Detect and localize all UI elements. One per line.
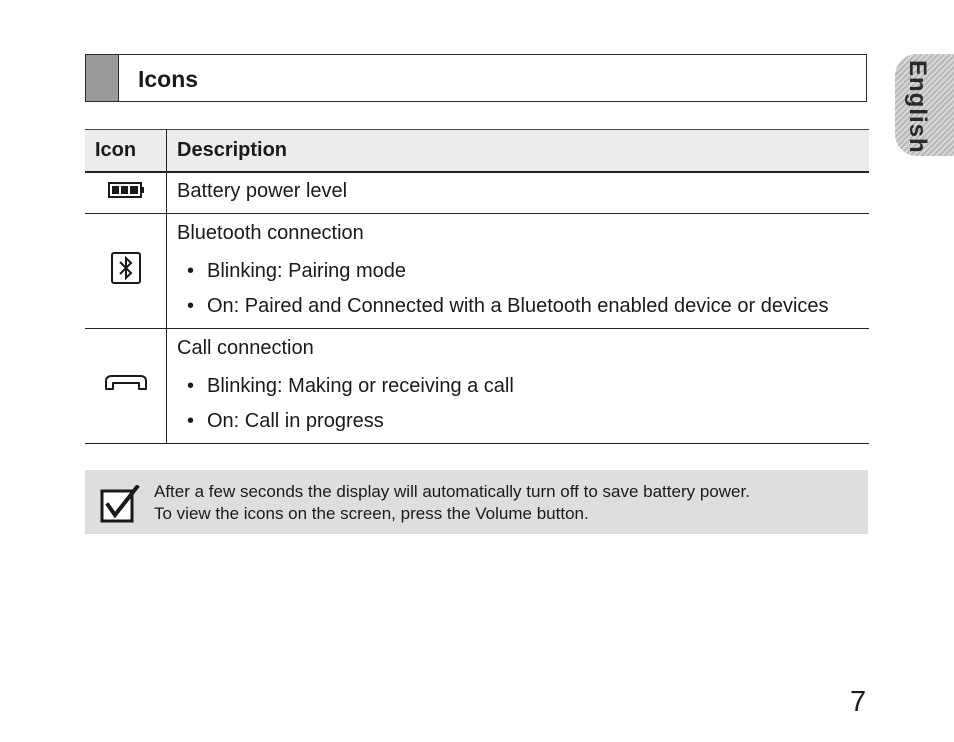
section-header-accent (86, 55, 119, 101)
page-number: 7 (850, 686, 867, 718)
description-cell (167, 328, 870, 443)
icon-cell (85, 172, 167, 214)
icon-cell (85, 328, 167, 443)
header-icon: Icon (85, 130, 167, 172)
language-tab-label: English (904, 60, 931, 154)
section-header (85, 54, 867, 102)
list-item: • Blinking: Pairing mode (187, 259, 869, 283)
checkbox-checked-icon (100, 485, 140, 523)
description-title: Call connection (177, 336, 314, 359)
header-description: Description (167, 130, 870, 172)
phone-handset-icon (103, 374, 149, 392)
language-tab (895, 54, 954, 156)
list-item: • On: Paired and Connected with a Bluetooth enabled device or devices (187, 294, 869, 318)
note-line: After a few seconds the display will automatically turn off to save battery power. (154, 482, 750, 501)
description-title: Battery power level (177, 179, 348, 202)
bullet-list (177, 374, 869, 433)
table-row (85, 172, 869, 214)
bluetooth-icon (110, 252, 142, 284)
table-row (85, 213, 869, 328)
description-cell (167, 213, 870, 328)
note-box (85, 470, 868, 534)
battery-icon (107, 181, 145, 199)
table-header-row (85, 130, 869, 172)
icons-table (85, 129, 869, 444)
icon-cell (85, 213, 167, 328)
bullet-list (177, 259, 869, 318)
list-item: • On: Call in progress (187, 409, 869, 433)
table-row (85, 328, 869, 443)
description-title: Bluetooth connection (177, 221, 364, 244)
note-text (154, 481, 750, 525)
description-cell (167, 172, 870, 214)
list-item: • Blinking: Making or receiving a call (187, 374, 869, 398)
section-title: Icons (138, 66, 199, 92)
note-line: To view the icons on the screen, press the Volume button. (154, 504, 589, 523)
